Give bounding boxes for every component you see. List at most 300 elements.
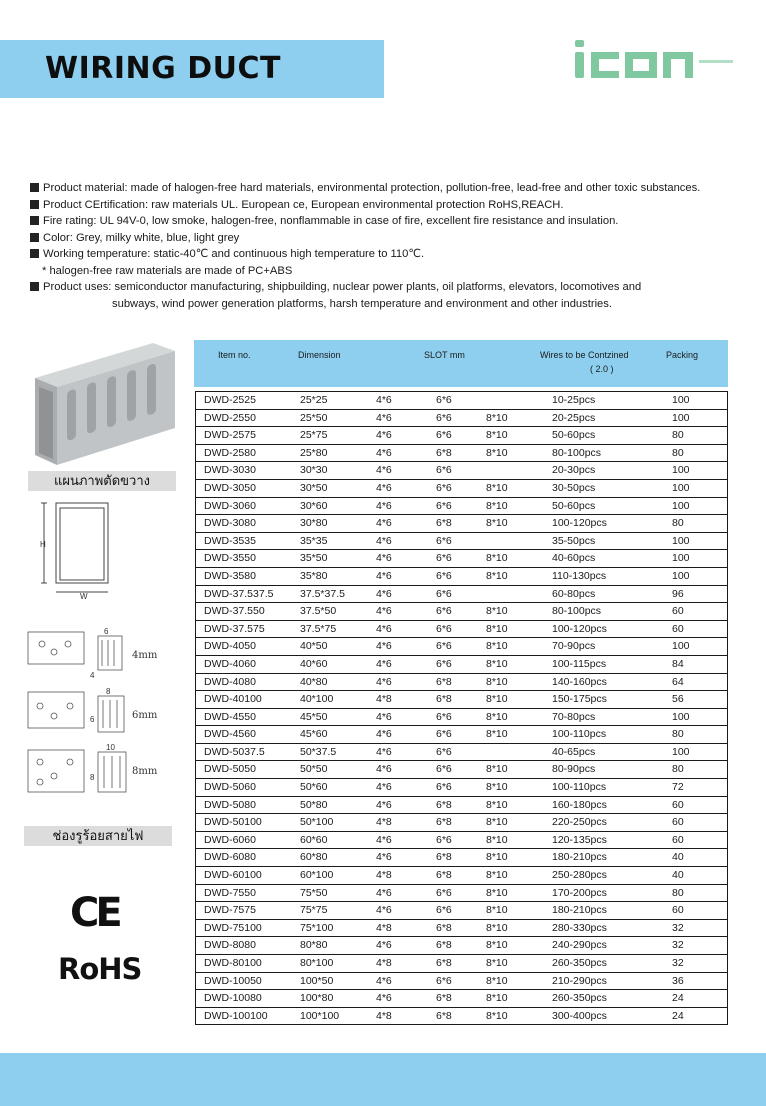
cell-slot-a: 4*6: [376, 992, 392, 1005]
width-label: W: [80, 592, 88, 600]
header-slot: SLOT mm: [424, 350, 465, 360]
square-bullet-icon: [30, 200, 39, 209]
cell-slot-a: 4*6: [376, 728, 392, 741]
cell-packing: 100: [672, 534, 690, 547]
cell-item-no: DWD-2580: [204, 446, 256, 459]
table-cell: [196, 444, 728, 462]
wiring-duct-image: [35, 343, 175, 465]
square-bullet-icon: [30, 183, 39, 192]
cell-item-no: DWD-4560: [204, 728, 256, 741]
cell-slot-b: 6*8: [436, 939, 452, 952]
cell-slot-a: 4*8: [376, 816, 392, 829]
cell-slot-b: 6*8: [436, 957, 452, 969]
cell-slot-b: 6*6: [436, 481, 452, 494]
table-cell: [196, 532, 728, 550]
table-row: [196, 603, 728, 621]
rohs-mark: RoHS: [58, 952, 142, 986]
cell-item-no: DWD-37.537.5: [204, 587, 274, 600]
cell-slot-b: 6*6: [436, 763, 452, 776]
table-cell: [196, 743, 728, 761]
cell-slot-c: 8*10: [486, 517, 508, 530]
header-dimension: Dimension: [298, 350, 341, 360]
cell-dimension: 75*50: [300, 886, 328, 899]
cell-wires: 120-135pcs: [552, 833, 607, 846]
cell-dimension: 25*25: [300, 394, 328, 406]
header-wires-sub: ( 2.0 ): [590, 364, 614, 374]
table-row: [196, 831, 728, 849]
cell-slot-b: 6*8: [436, 816, 452, 829]
table-row: [196, 937, 728, 955]
cell-packing: 80: [672, 886, 684, 899]
cell-slot-b: 6*6: [436, 728, 452, 741]
table-row: [196, 550, 728, 568]
table-cell: [196, 392, 728, 410]
cell-dimension: 100*80: [300, 992, 334, 1005]
slot-width-mark-10: 10: [106, 743, 115, 752]
table-cell: [196, 603, 728, 621]
cross-section-label: แผนภาพตัดขวาง: [28, 471, 176, 491]
table-row: [196, 392, 728, 410]
cell-slot-b: 6*8: [436, 693, 452, 706]
cell-wires: 50-60pcs: [552, 429, 596, 442]
cell-packing: 100: [672, 394, 690, 406]
cell-packing: 84: [672, 657, 684, 670]
cell-wires: 260-350pcs: [552, 957, 607, 969]
page-title: WIRING DUCT: [45, 51, 281, 86]
cell-slot-b: 6*6: [436, 464, 452, 477]
cell-item-no: DWD-4080: [204, 675, 256, 688]
cell-slot-c: 8*10: [486, 1009, 508, 1022]
cell-packing: 100: [672, 499, 690, 512]
table-row: [196, 743, 728, 761]
cell-slot-a: 4*6: [376, 851, 392, 864]
table-row: [196, 497, 728, 515]
slot-width-mark-6: 6: [104, 627, 109, 636]
cell-slot-b: 6*6: [436, 394, 452, 406]
cell-wires: 250-280pcs: [552, 869, 607, 882]
cell-item-no: DWD-50100: [204, 816, 262, 829]
table-cell: [196, 972, 728, 990]
cell-dimension: 60*80: [300, 851, 328, 864]
cell-wires: 300-400pcs: [552, 1009, 607, 1022]
table-row: [196, 673, 728, 691]
cell-slot-a: 4*6: [376, 657, 392, 670]
cell-slot-a: 4*6: [376, 745, 392, 758]
cell-packing: 60: [672, 605, 684, 618]
cell-wires: 100-110pcs: [552, 728, 607, 741]
cell-slot-b: 6*8: [436, 446, 452, 459]
cell-slot-c: 8*10: [486, 781, 508, 794]
cell-wires: 150-175pcs: [552, 693, 607, 706]
cell-slot-a: 4*6: [376, 605, 392, 618]
cell-packing: 72: [672, 781, 684, 794]
cell-slot-b: 6*6: [436, 429, 452, 442]
cell-slot-a: 4*6: [376, 446, 392, 459]
cell-item-no: DWD-8080: [204, 939, 256, 952]
cell-slot-c: 8*10: [486, 904, 508, 917]
footer-band: [0, 1053, 766, 1106]
table-cell: [196, 761, 728, 779]
cell-slot-b: 6*8: [436, 869, 452, 882]
cell-dimension: 50*50: [300, 763, 328, 776]
table-row: [196, 691, 728, 709]
table-row: [196, 638, 728, 656]
cell-slot-c: 8*10: [486, 657, 508, 670]
header-packing: Packing: [666, 350, 699, 360]
table-cell: [196, 937, 728, 955]
cell-slot-b: 6*6: [436, 587, 452, 600]
cell-packing: 80: [672, 446, 684, 459]
cell-wires: 80-90pcs: [552, 763, 596, 776]
cell-wires: 70-80pcs: [552, 710, 596, 723]
cell-item-no: DWD-37.550: [204, 605, 265, 618]
square-bullet-icon: [30, 233, 39, 242]
table-header: [194, 340, 728, 387]
cell-item-no: DWD-3550: [204, 552, 256, 565]
cell-slot-c: 8*10: [486, 974, 508, 987]
table-row: [196, 919, 728, 937]
cell-slot-a: 4*8: [376, 921, 392, 934]
cell-slot-a: 4*6: [376, 974, 392, 987]
cell-item-no: DWD-60100: [204, 869, 262, 882]
table-cell: [196, 409, 728, 427]
table-row: [196, 796, 728, 814]
cell-slot-a: 4*6: [376, 429, 392, 442]
cell-dimension: 60*100: [300, 869, 334, 882]
cell-wires: 160-180pcs: [552, 798, 607, 811]
cell-dimension: 30*30: [300, 464, 328, 477]
table-cell: [196, 515, 728, 533]
product-table: [195, 391, 728, 1025]
table-cell: [196, 990, 728, 1008]
cell-dimension: 30*60: [300, 499, 328, 512]
cell-slot-c: 8*10: [486, 693, 508, 706]
table-row: [196, 884, 728, 902]
table-cell: [196, 867, 728, 885]
cell-dimension: 80*80: [300, 939, 328, 952]
cell-packing: 100: [672, 411, 690, 424]
cell-packing: 60: [672, 833, 684, 846]
slot-side-mark-4: 4: [90, 671, 95, 680]
table-row: [196, 620, 728, 638]
cell-item-no: DWD-75100: [204, 921, 262, 934]
cell-item-no: DWD-3030: [204, 464, 256, 477]
table-cell: [196, 708, 728, 726]
cell-packing: 100: [672, 745, 690, 758]
cell-wires: 60-80pcs: [552, 587, 596, 600]
cell-wires: 180-210pcs: [552, 851, 607, 864]
slot-label-4mm: 4mm: [132, 650, 158, 661]
cell-dimension: 37.5*50: [300, 605, 337, 618]
cell-slot-a: 4*8: [376, 1009, 392, 1022]
table-row: [196, 955, 728, 973]
cell-slot-a: 4*6: [376, 622, 392, 635]
square-bullet-icon: [30, 216, 39, 225]
cell-slot-a: 4*6: [376, 481, 392, 494]
cell-slot-b: 6*6: [436, 640, 452, 653]
table-cell: [196, 919, 728, 937]
table-row: [196, 655, 728, 673]
cell-dimension: 75*75: [300, 904, 328, 917]
cell-dimension: 100*100: [300, 1009, 340, 1022]
cell-slot-c: 8*10: [486, 481, 508, 494]
cell-wires: 20-30pcs: [552, 464, 596, 477]
cell-slot-c: 8*10: [486, 886, 508, 899]
cell-packing: 32: [672, 957, 684, 969]
cell-item-no: DWD-80100: [204, 957, 262, 969]
cell-packing: 100: [672, 640, 690, 653]
cell-wires: 210-290pcs: [552, 974, 607, 987]
cell-slot-a: 4*6: [376, 886, 392, 899]
slot-side-mark-6: 6: [90, 715, 95, 724]
cell-slot-b: 6*6: [436, 552, 452, 565]
cell-slot-c: 8*10: [486, 569, 508, 582]
cell-slot-c: 8*10: [486, 816, 508, 829]
cell-wires: 40-60pcs: [552, 552, 596, 565]
cell-item-no: DWD-10050: [204, 974, 262, 987]
cell-packing: 100: [672, 569, 690, 582]
cell-slot-b: 6*8: [436, 921, 452, 934]
cell-dimension: 25*50: [300, 411, 328, 424]
cell-packing: 100: [672, 481, 690, 494]
cell-slot-b: 6*6: [436, 833, 452, 846]
cell-slot-a: 4*6: [376, 569, 392, 582]
cell-slot-c: 8*10: [486, 869, 508, 882]
cell-packing: 96: [672, 587, 684, 600]
cell-slot-c: 8*10: [486, 499, 508, 512]
table-cell: [196, 462, 728, 480]
cell-slot-c: 8*10: [486, 446, 508, 459]
spec-text: Product material: made of halogen-free hard materials, environmental protection, pollution-free, lead-free and other toxic substances.: [43, 182, 701, 194]
cell-wires: 30-50pcs: [552, 481, 596, 494]
cell-slot-b: 6*8: [436, 1009, 452, 1022]
slot-label-8mm: 8mm: [132, 766, 158, 777]
table-cell: [196, 691, 728, 709]
spec-text: Working temperature: static-40℃ and continuous high temperature to 110℃.: [43, 248, 425, 260]
cell-slot-a: 4*6: [376, 833, 392, 846]
cell-wires: 100-110pcs: [552, 781, 607, 794]
cell-slot-b: 6*6: [436, 904, 452, 917]
specifications: [30, 180, 750, 312]
table-row: [196, 726, 728, 744]
cell-packing: 100: [672, 464, 690, 477]
cell-slot-a: 4*8: [376, 957, 392, 969]
cell-wires: 35-50pcs: [552, 534, 596, 547]
table-row: [196, 779, 728, 797]
cell-slot-a: 4*6: [376, 517, 392, 530]
table-cell: [196, 779, 728, 797]
cell-packing: 60: [672, 816, 684, 829]
cell-slot-c: 8*10: [486, 429, 508, 442]
table-cell: [196, 831, 728, 849]
cell-item-no: DWD-5060: [204, 781, 256, 794]
table-cell: [196, 655, 728, 673]
table-cell: [196, 1007, 728, 1025]
cell-item-no: DWD-5050: [204, 763, 256, 776]
icon-logo: [573, 38, 735, 82]
table-row: [196, 1007, 728, 1025]
cell-slot-c: 8*10: [486, 552, 508, 565]
table-cell: [196, 955, 728, 973]
cell-dimension: 35*50: [300, 552, 328, 565]
table-cell: [196, 567, 728, 585]
cell-slot-a: 4*6: [376, 534, 392, 547]
cell-packing: 80: [672, 763, 684, 776]
cell-packing: 64: [672, 675, 684, 688]
table-row: [196, 902, 728, 920]
cell-slot-c: 8*10: [486, 939, 508, 952]
slot-diagrams: [24, 622, 174, 807]
cell-slot-a: 4*6: [376, 464, 392, 477]
slot-label-6mm: 6mm: [132, 710, 158, 721]
table-cell: [196, 638, 728, 656]
cross-section-diagram: [38, 495, 118, 600]
square-bullet-icon: [30, 282, 39, 291]
cell-dimension: 50*37.5: [300, 745, 337, 758]
cell-wires: 50-60pcs: [552, 499, 596, 512]
spec-text: Fire rating: UL 94V-0, low smoke, halogen-free, nonflammable in case of fire, excellent fire resistance and insulation.: [43, 215, 619, 227]
cell-dimension: 30*50: [300, 481, 328, 494]
cell-slot-b: 6*6: [436, 974, 452, 987]
cell-packing: 60: [672, 622, 684, 635]
cell-slot-b: 6*8: [436, 992, 452, 1005]
cell-slot-a: 4*6: [376, 499, 392, 512]
cell-item-no: DWD-7575: [204, 904, 256, 917]
cell-slot-b: 6*6: [436, 534, 452, 547]
table-row: [196, 515, 728, 533]
cell-slot-b: 6*6: [436, 499, 452, 512]
cell-slot-c: 8*10: [486, 710, 508, 723]
cell-slot-a: 4*6: [376, 710, 392, 723]
cell-slot-a: 4*6: [376, 394, 392, 406]
cell-wires: 170-200pcs: [552, 886, 607, 899]
logo-text: ICON: [573, 38, 576, 39]
cell-slot-a: 4*6: [376, 552, 392, 565]
cell-item-no: DWD-6080: [204, 851, 256, 864]
table-row: [196, 867, 728, 885]
spec-line: [30, 296, 750, 313]
cell-packing: 100: [672, 710, 690, 723]
cell-wires: 80-100pcs: [552, 605, 602, 618]
table-row: [196, 972, 728, 990]
cell-item-no: DWD-10080: [204, 992, 262, 1005]
cell-slot-c: 8*10: [486, 957, 508, 969]
spec-text: Product CErtification: raw materials UL. European ce, European environmental protection RoHS,REACH.: [43, 198, 564, 211]
cell-packing: 60: [672, 798, 684, 811]
table-row: [196, 409, 728, 427]
cell-slot-c: 8*10: [486, 675, 508, 688]
table-row: [196, 532, 728, 550]
spec-line: [30, 263, 750, 280]
title-banner: [0, 40, 384, 98]
cell-packing: 32: [672, 921, 684, 934]
cell-dimension: 45*60: [300, 728, 328, 741]
cell-dimension: 100*50: [300, 974, 334, 987]
cell-wires: 70-90pcs: [552, 640, 596, 653]
cell-wires: 10-25pcs: [552, 394, 596, 406]
cell-slot-b: 6*6: [436, 411, 452, 424]
header-wires: Wires to be Contzined: [540, 350, 629, 360]
cell-slot-a: 4*6: [376, 587, 392, 600]
cell-dimension: 60*60: [300, 833, 328, 846]
cell-slot-b: 6*6: [436, 622, 452, 635]
cell-item-no: DWD-5037.5: [204, 745, 265, 758]
slot-width-mark-8: 8: [106, 687, 111, 696]
cell-wires: 180-210pcs: [552, 904, 607, 917]
cell-packing: 80: [672, 517, 684, 530]
cell-slot-b: 6*6: [436, 781, 452, 794]
spec-text: * halogen-free raw materials are made of PC+ABS: [42, 264, 293, 277]
spec-line: [30, 279, 750, 296]
table-cell: [196, 673, 728, 691]
table-cell: [196, 726, 728, 744]
cell-slot-a: 4*6: [376, 640, 392, 653]
table-row: [196, 462, 728, 480]
cell-wires: 110-130pcs: [552, 569, 607, 582]
cell-slot-c: 8*10: [486, 605, 508, 618]
cell-packing: 24: [672, 1009, 684, 1022]
cell-item-no: DWD-2550: [204, 411, 256, 424]
table-row: [196, 990, 728, 1008]
cell-dimension: 25*80: [300, 446, 328, 459]
cell-slot-b: 6*6: [436, 605, 452, 618]
table-cell: [196, 884, 728, 902]
spec-line: [30, 180, 750, 197]
cell-slot-a: 4*6: [376, 939, 392, 952]
table-row: [196, 444, 728, 462]
cell-slot-a: 4*8: [376, 693, 392, 706]
table-cell: [196, 427, 728, 445]
table-cell: [196, 620, 728, 638]
cell-item-no: DWD-5080: [204, 798, 256, 811]
cell-slot-a: 4*6: [376, 781, 392, 794]
cell-packing: 24: [672, 992, 684, 1005]
cell-packing: 56: [672, 693, 684, 706]
cell-dimension: 40*50: [300, 640, 328, 653]
cell-wires: 100-120pcs: [552, 517, 607, 530]
cell-dimension: 35*80: [300, 569, 328, 582]
cell-item-no: DWD-3080: [204, 517, 256, 530]
cell-slot-b: 6*8: [436, 675, 452, 688]
cell-item-no: DWD-40100: [204, 693, 262, 706]
cell-wires: 280-330pcs: [552, 921, 607, 934]
cell-dimension: 45*50: [300, 710, 328, 723]
slot-side-mark-8: 8: [90, 773, 95, 782]
cell-slot-a: 4*6: [376, 763, 392, 776]
table-row: [196, 585, 728, 603]
cell-wires: 260-350pcs: [552, 992, 607, 1005]
cell-wires: 100-115pcs: [552, 657, 607, 670]
cell-slot-a: 4*6: [376, 411, 392, 424]
cell-packing: 80: [672, 728, 684, 741]
cell-dimension: 50*60: [300, 781, 328, 794]
cell-item-no: DWD-6060: [204, 833, 256, 846]
cell-item-no: DWD-37.575: [204, 622, 265, 635]
cell-item-no: DWD-100100: [204, 1009, 268, 1022]
cell-packing: 40: [672, 869, 684, 882]
cell-dimension: 40*80: [300, 675, 328, 688]
cell-dimension: 37.5*37.5: [300, 587, 345, 600]
spec-text: Product uses: semiconductor manufacturing, shipbuilding, nuclear power plants, oil platforms, elevators, locomotives and: [43, 281, 642, 293]
cell-slot-c: 8*10: [486, 992, 508, 1005]
table-cell: [196, 550, 728, 568]
cell-slot-b: 6*6: [436, 886, 452, 899]
cell-dimension: 25*75: [300, 429, 328, 442]
ce-mark: CE: [70, 890, 119, 936]
table-cell: [196, 796, 728, 814]
cell-slot-c: 8*10: [486, 728, 508, 741]
table-cell: [196, 497, 728, 515]
